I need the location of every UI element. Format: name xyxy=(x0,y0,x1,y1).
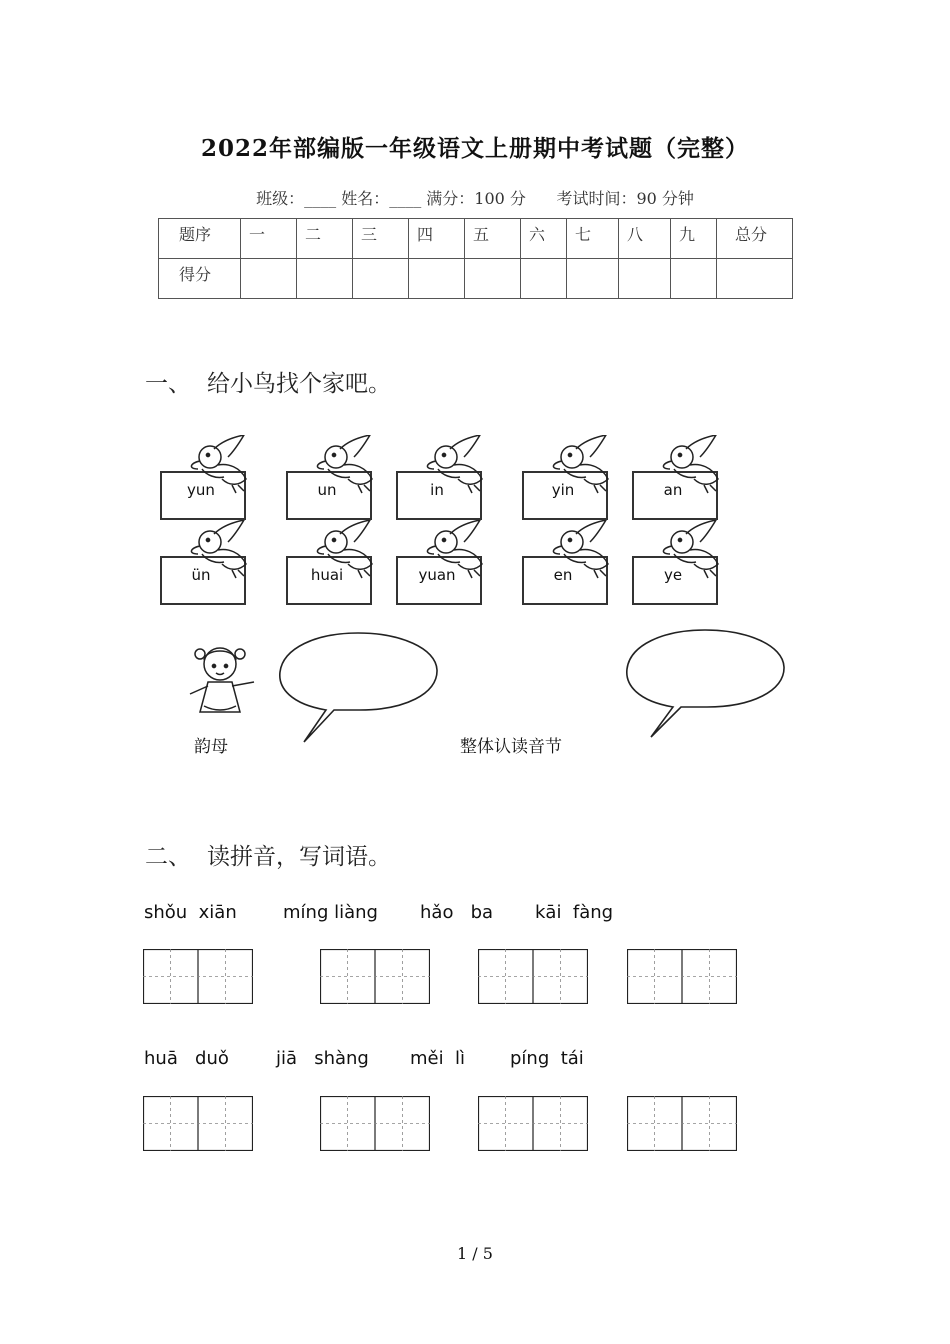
writing-grid[interactable] xyxy=(478,949,588,1004)
score-blank[interactable] xyxy=(619,259,671,299)
score-cell: 五 xyxy=(465,219,521,259)
page-number: 1 / 5 xyxy=(457,1244,493,1263)
section-number: 二、 xyxy=(145,844,191,870)
score-cell: 六 xyxy=(521,219,567,259)
writing-grid[interactable] xyxy=(320,949,430,1004)
page-title: 2022年部编版一年级语文上册期中考试题（完整） xyxy=(200,135,749,162)
writing-grid[interactable] xyxy=(143,949,253,1004)
syllable-label: yuan xyxy=(418,566,456,584)
score-blank[interactable] xyxy=(353,259,409,299)
pinyin-word: jiā shàng xyxy=(276,1048,369,1069)
score-cell: 一 xyxy=(241,219,297,259)
syllable-label: yun xyxy=(187,481,215,499)
girl-icon xyxy=(184,640,259,720)
score-blank[interactable] xyxy=(409,259,465,299)
speech-bubble-right xyxy=(623,627,788,742)
pinyin-word: míng liàng xyxy=(283,902,378,923)
syllable-label: ye xyxy=(663,566,683,584)
syllable-label: un xyxy=(317,481,337,499)
score-value-row xyxy=(159,259,793,299)
score-blank[interactable] xyxy=(717,259,793,299)
full-score: 满分：100 分 xyxy=(426,189,526,208)
pinyin-word: měi lì xyxy=(410,1048,466,1069)
writing-grid[interactable] xyxy=(627,1096,737,1151)
score-blank[interactable] xyxy=(465,259,521,299)
score-cell: 总分 xyxy=(717,219,793,259)
pinyin-word: píng tái xyxy=(510,1048,584,1069)
score-header-row xyxy=(159,219,793,259)
writing-grid[interactable] xyxy=(627,949,737,1004)
label-whole-syllables: 整体认读音节 xyxy=(460,737,562,757)
score-cell: 九 xyxy=(671,219,717,259)
section-2-heading xyxy=(145,838,391,871)
syllable-label: en xyxy=(553,566,573,584)
section-title: 读拼音，写词语。 xyxy=(207,844,391,870)
exam-time: 考试时间：90 分钟 xyxy=(556,189,694,208)
score-blank[interactable] xyxy=(241,259,297,299)
pinyin-word: hǎo ba xyxy=(420,902,494,923)
score-blank[interactable] xyxy=(671,259,717,299)
speech-bubble-left xyxy=(276,630,441,745)
score-cell: 四 xyxy=(409,219,465,259)
writing-grid[interactable] xyxy=(320,1096,430,1151)
pinyin-word: shǒu xiān xyxy=(144,902,237,923)
pinyin-word: kāi fàng xyxy=(535,902,614,923)
writing-grid[interactable] xyxy=(143,1096,253,1151)
pinyin-word: huā duǒ xyxy=(144,1048,229,1069)
score-cell: 七 xyxy=(567,219,619,259)
exam-info xyxy=(0,186,950,209)
score-cell: 八 xyxy=(619,219,671,259)
syllable-label: an xyxy=(663,481,683,499)
score-blank[interactable] xyxy=(567,259,619,299)
writing-grid[interactable] xyxy=(478,1096,588,1151)
syllable-label: in xyxy=(430,481,444,499)
score-cell: 二 xyxy=(297,219,353,259)
syllable-label: yin xyxy=(551,481,575,499)
score-blank[interactable] xyxy=(521,259,567,299)
section-title: 给小鸟找个家吧。 xyxy=(207,371,391,397)
label-vowels: 韵母 xyxy=(194,737,228,757)
class-label: 班级：____ xyxy=(256,189,337,208)
score-cell: 得分 xyxy=(159,259,241,299)
syllable-label: ün xyxy=(191,566,211,584)
section-number: 一、 xyxy=(145,371,191,397)
section-1-heading xyxy=(145,365,391,398)
score-cell: 题序 xyxy=(159,219,241,259)
name-label: 姓名：____ xyxy=(341,189,422,208)
syllable-label: huai xyxy=(310,566,344,584)
score-table xyxy=(158,218,793,299)
score-blank[interactable] xyxy=(297,259,353,299)
score-cell: 三 xyxy=(353,219,409,259)
